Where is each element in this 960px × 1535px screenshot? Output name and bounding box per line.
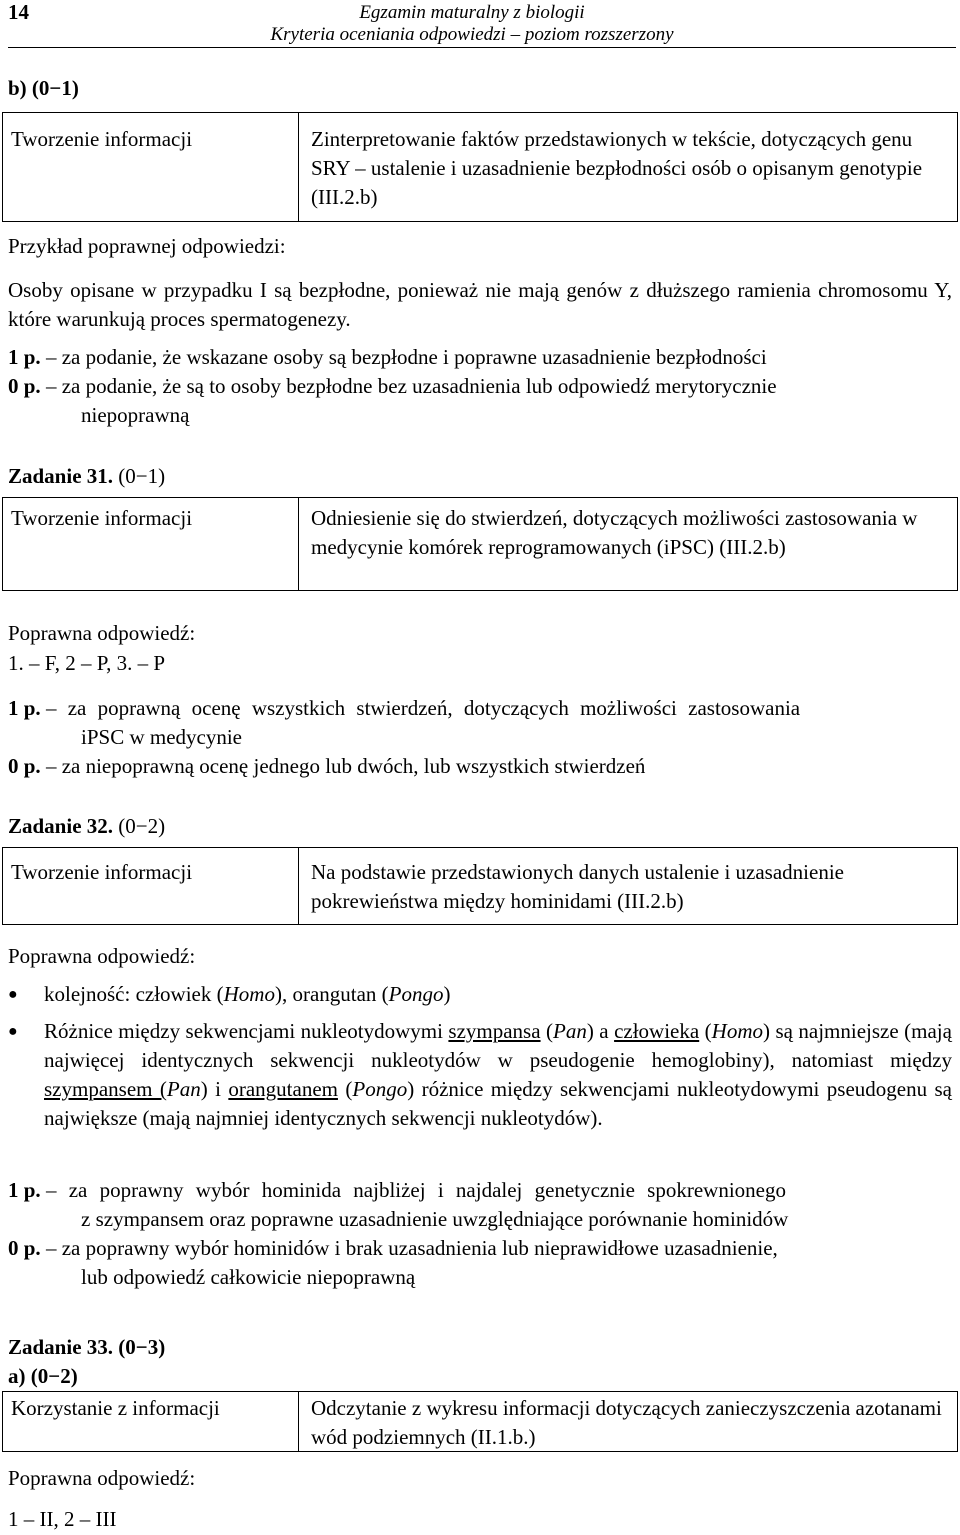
header-divider: [8, 47, 956, 48]
part-b-score-0: [8, 372, 952, 401]
task-32-answer-label: Poprawna odpowiedź:: [8, 944, 196, 968]
task-32-requirement: Na podstawie przedstawionych danych ustalenie i uzasadnienie pokrewieństwa między hominidami (III.2.b): [311, 860, 844, 913]
bullet-icon: ●: [8, 1023, 18, 1040]
task-31-criteria-box: [2, 497, 958, 591]
task-32-points: (0−2): [113, 814, 166, 838]
score-label: 0 p.: [8, 1236, 41, 1260]
score-text: – za poprawny wybór hominidów i brak uzasadnienia lub nieprawidłowe uzasadnienie,: [45, 1236, 778, 1260]
task-33-requirement: Odczytanie z wykresu informacji dotyczących zanieczyszczenia azotanami wód podziemnych (II.1.b.): [311, 1396, 942, 1449]
task-33-part-a-heading: a) (0−2): [8, 1364, 78, 1388]
task-33-criteria-box: [2, 1391, 958, 1452]
task-31-score-1: [8, 694, 952, 723]
task-31-score-0: [8, 752, 952, 781]
part-b-score-1: [8, 343, 952, 372]
task-31-points: (0−1): [113, 464, 166, 488]
score-label: 1 p.: [8, 345, 41, 369]
task-31-answer: 1. – F, 2 – P, 3. – P: [8, 651, 166, 675]
task-33-skill: Korzystanie z informacji: [3, 1392, 299, 1451]
task-32-criteria-box: [2, 847, 958, 925]
score-text: – za podanie, że są to osoby bezpłodne bez uzasadnienia lub odpowiedź merytorycznie: [45, 374, 777, 398]
bullet-text: kolejność: człowiek (Homo), orangutan (Pongo): [44, 982, 451, 1006]
header-subtitle: Kryteria oceniania odpowiedzi – poziom rozszerzony: [270, 24, 674, 45]
score-label: 1 p.: [8, 696, 41, 720]
task-31-requirement: Odniesienie się do stwierdzeń, dotyczących możliwości zastosowania w medycynie komórek reprogramowanych (iPSC) (III.2.b): [311, 506, 918, 559]
part-b-example-text: Osoby opisane w przypadku I są bezpłodne, ponieważ nie mają genów z dłuższego ramienia chromosomu Y, które warunkują proces spermatogenezy.: [8, 278, 952, 331]
part-b-example-label: Przykład poprawnej odpowiedzi:: [8, 234, 286, 258]
score-label: 1 p.: [8, 1178, 41, 1202]
score-label: 0 p.: [8, 374, 41, 398]
part-b-skill: Tworzenie informacji: [3, 113, 299, 221]
score-text: – za podanie, że wskazane osoby są bezpłodne i poprawne uzasadnienie bezpłodności: [45, 345, 767, 369]
task-32-heading: [8, 812, 165, 841]
part-b-score-0-cont: niepoprawną: [81, 403, 190, 427]
task-32-score-0: [8, 1234, 952, 1263]
task-32-title: Zadanie 32.: [8, 814, 114, 838]
bullet-icon: ●: [8, 986, 18, 1003]
bullet-text: Różnice między sekwencjami nukleotydowymi szympansa (Pan) a człowieka (Homo) są najmniejsze (mają najwięcej identycznych sekwencji nukleotydów w pseudogenie hemoglobiny), natomiast między szympansem (Pan) i orangutanem (Pongo) różnice między sekwencjami nukleotydowymi pseudogenu są największe (mają najmniej identycznych sekwencji nukleotydów).: [44, 1019, 952, 1130]
score-label: 0 p.: [8, 754, 41, 778]
part-b-heading: b) (0−1): [8, 76, 79, 100]
task-31-skill: Tworzenie informacji: [3, 498, 299, 590]
task-31-heading: [8, 462, 165, 491]
task-32-score-1-cont: z szympansem oraz poprawne uzasadnienie uwzględniające porównanie hominidów: [81, 1207, 789, 1231]
task-33-heading: Zadanie 33. (0−3): [8, 1335, 166, 1359]
task-31-title: Zadanie 31.: [8, 464, 114, 488]
task-32-score-1: [8, 1176, 952, 1205]
part-b-criteria-box: [2, 112, 958, 222]
score-text: – za poprawny wybór hominida najbliżej i najdalej genetycznie spokrewnionego: [45, 1178, 786, 1202]
score-text: – za niepoprawną ocenę jednego lub dwóch, lub wszystkich stwierdzeń: [45, 754, 646, 778]
task-33-answer: 1 – II, 2 – III: [8, 1507, 117, 1531]
task-32-bullet-2: [8, 1017, 952, 1167]
task-31-answer-label: Poprawna odpowiedź:: [8, 621, 196, 645]
header-title: Egzamin maturalny z biologii: [359, 2, 585, 23]
task-31-score-1-cont: iPSC w medycynie: [81, 725, 242, 749]
score-text: – za poprawną ocenę wszystkich stwierdzeń, dotyczących możliwości zastosowania: [45, 696, 801, 720]
task-32-score-0-cont: lub odpowiedź całkowicie niepoprawną: [81, 1265, 416, 1289]
page-number: 14: [8, 0, 29, 24]
task-32-skill: Tworzenie informacji: [3, 848, 299, 924]
part-b-requirement: Zinterpretowanie faktów przedstawionych w tekście, dotyczących genu SRY – ustalenie i uzasadnienie bezpłodności osób o opisanym genotypie (III.2.b): [311, 127, 923, 209]
task-33-answer-label: Poprawna odpowiedź:: [8, 1466, 196, 1490]
task-32-bullet-1: [8, 980, 952, 1010]
